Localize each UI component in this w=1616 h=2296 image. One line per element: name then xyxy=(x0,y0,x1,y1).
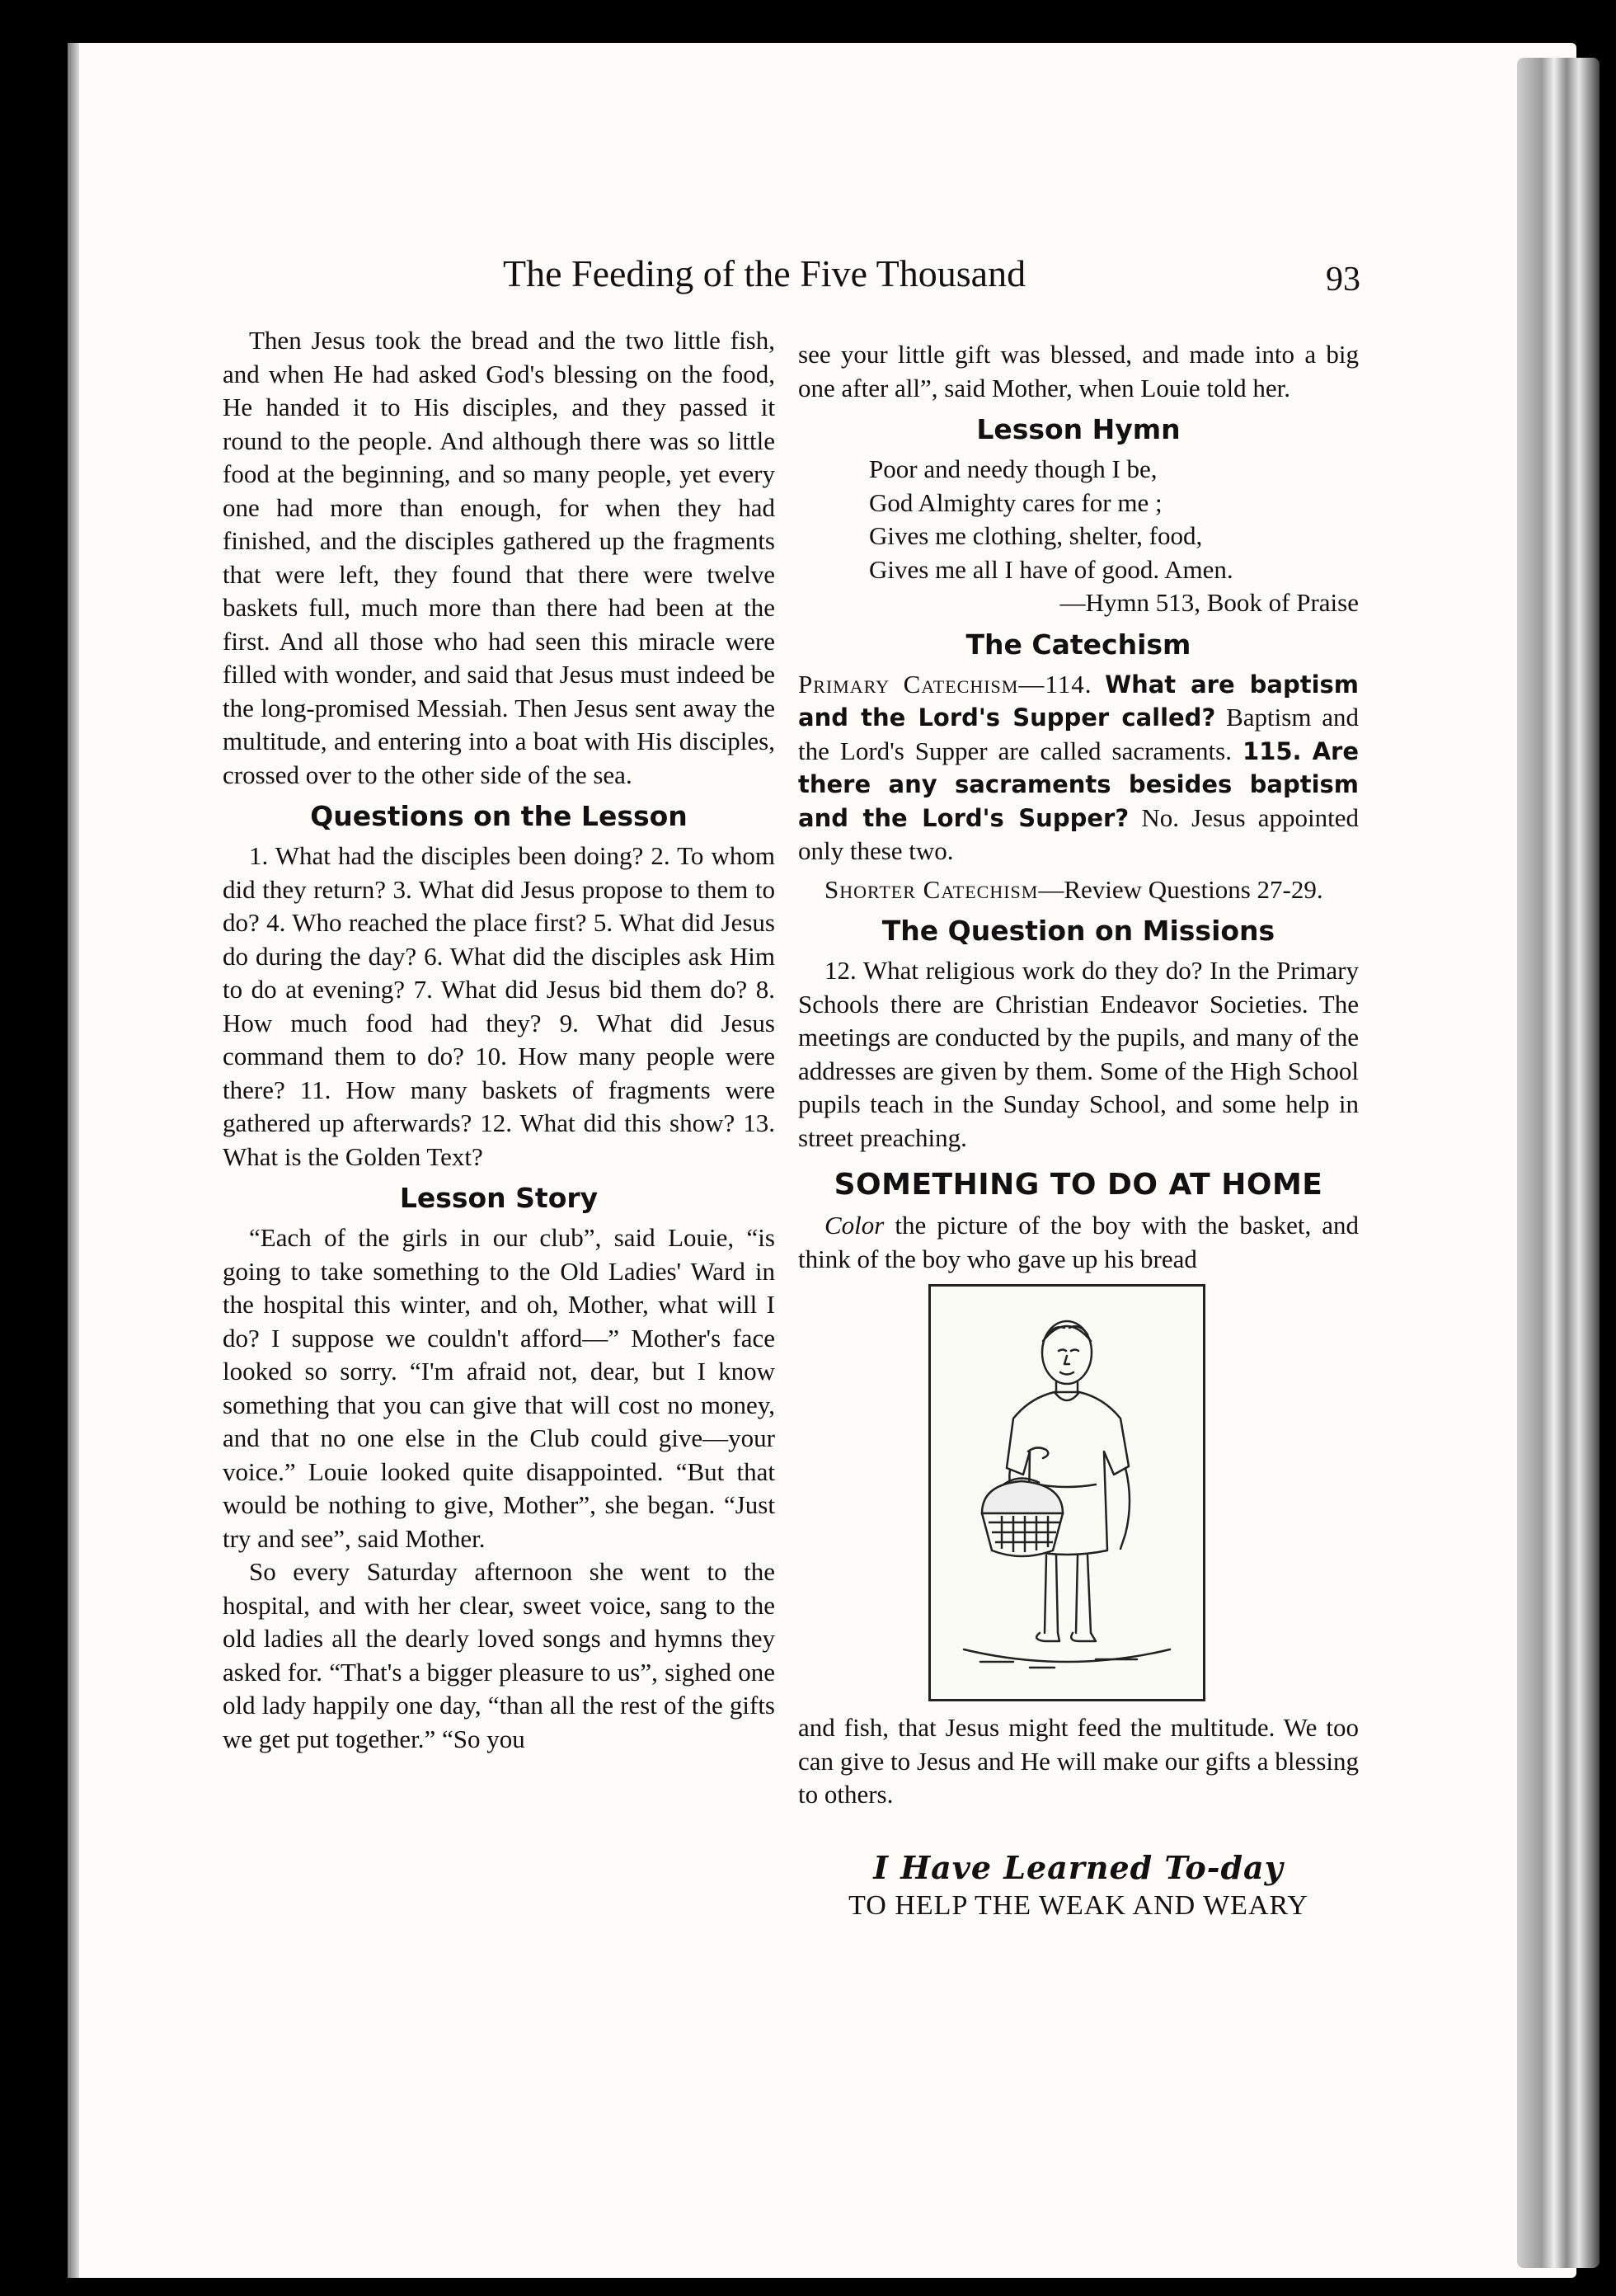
home-activity-text xyxy=(798,1209,1359,1276)
question-115-number: 115. xyxy=(1243,736,1302,765)
page-stack-edge xyxy=(1517,58,1600,2268)
boy-with-basket-icon xyxy=(931,1287,1203,1699)
question-115: Are there any sacraments besides baptism and the Lord's Supper? xyxy=(798,736,1359,832)
catechism-heading: The Catechism xyxy=(965,628,1191,661)
home-activity-instructions: the picture of the boy with the basket, and think of the boy who gave up his bread xyxy=(798,1211,1360,1273)
primary-catechism-label: Primary Catechism—114. xyxy=(798,669,1092,699)
shorter-catechism xyxy=(798,873,1359,907)
missions-heading: The Question on Missions xyxy=(881,915,1275,947)
questions-heading: Questions on the Lesson xyxy=(310,800,688,832)
learned-heading: I Have Learned To-day xyxy=(873,1848,1284,1886)
primary-catechism xyxy=(798,668,1359,868)
running-title: The Feeding of the Five Thousand xyxy=(503,252,1026,294)
missions-text: 12. What religious work do they do? In the Primary Schools there are Christian Endeavor Societies. The meetings are conducted by the pupils, and many of the addresses are given by them. Some of the High School pupils teach in the Sunday School, and some help in street preaching. xyxy=(798,956,1359,1152)
hymn-line: Poor and needy though I be, xyxy=(869,454,1158,483)
left-column xyxy=(223,324,775,1756)
lesson-narrative: Then Jesus took the bread and the two little fish, and when He had asked God's blessing on the food, He handed it to His disciples, and they passed it round to the people. And although there was so little food at the beginning, and so many people, yet every one had more than enough, for when they had finished, and the disciples gathered up the fragments that were left, they found that there were twelve baskets full, much more than there had been at the first. And all those who had seen this miracle were filled with wonder, and said that Jesus must indeed be the long-promised Messiah. Then Jesus sent away the multitude, and entering into a boat with His disciples, crossed over to the other side of the sea. xyxy=(223,326,775,789)
question-114: What are baptism and the Lord's Supper called? xyxy=(798,670,1359,732)
story-heading: Lesson Story xyxy=(399,1182,599,1214)
page-header xyxy=(0,252,1616,301)
answer-114: Baptism and the Lord's Supper are called sacraments. xyxy=(798,703,1359,765)
shorter-catechism-text: —Review Questions 27-29. xyxy=(1038,874,1323,904)
hymn-heading: Lesson Hymn xyxy=(976,413,1181,445)
hymn-line: God Almighty cares for me ; xyxy=(869,487,1163,517)
answer-115: No. Jesus appointed only these two. xyxy=(798,802,1359,865)
story-paragraph-1: “Each of the girls in our club”, said Louie, “is going to take something to the Old Ladies' Ward in the hospital this winter, and oh, Mother, what will I do? I suppose we couldn't afford—” Mother's face looked so sorry. “I'm afraid not, dear, but I know something that you can give that will cost no money, and that no one else in the Club could give—your voice.” Louie looked quite disappointed. “But that would be nothing to give, Mother”, she began. “Just try and see”, said Mother. xyxy=(223,1223,775,1553)
hymn-line: Gives me all I have of good. Amen. xyxy=(869,554,1233,584)
page-number: 93 xyxy=(1326,261,1360,299)
color-word: Color xyxy=(824,1211,885,1240)
page-gutter-shadow xyxy=(68,43,79,2278)
hymn-line: Gives me clothing, shelter, food, xyxy=(869,521,1203,550)
story-paragraph-2: So every Saturday afternoon she went to the hospital, and with her clear, sweet voice, sang to the old ladies all the dearly loved songs and hymns they asked for. “That's a bigger pleasure to us”, sighed one old lady happily one day, “than all the rest of the gifts we get put together.” “So you xyxy=(223,1557,775,1753)
questions-list: 1. What had the disciples been doing? 2. To whom did they return? 3. What did Jesus propose to them to do? 4. Who reached the place first? 5. What did Jesus do during the day? 6. What did the disciples ask Him to do at evening? 7. What did Jesus bid them do? 8. How much food had they? 9. What did Jesus command them to do? 10. How many people were there? 11. How many baskets of fragments were gathered up afterwards? 12. What did this show? 13. What is the Golden Text? xyxy=(223,841,775,1171)
story-continuation: see your little gift was blessed, and made into a big one after all”, said Mother, when Louie told her. xyxy=(798,340,1359,402)
learned-text: TO HELP THE WEAK AND WEARY xyxy=(848,1890,1308,1921)
right-column xyxy=(798,338,1359,1923)
boy-with-basket-illustration xyxy=(928,1284,1205,1701)
shorter-catechism-label: Shorter Catechism xyxy=(824,874,1039,904)
hymn-verse xyxy=(798,453,1359,586)
hymn-attribution: —Hymn 513, Book of Praise xyxy=(1059,588,1359,617)
home-activity-continued: and fish, that Jesus might feed the multitude. We too can give to Jesus and He will make our gifts a blessing to others. xyxy=(798,1713,1359,1809)
home-activity-heading: SOMETHING TO DO AT HOME xyxy=(834,1168,1323,1202)
